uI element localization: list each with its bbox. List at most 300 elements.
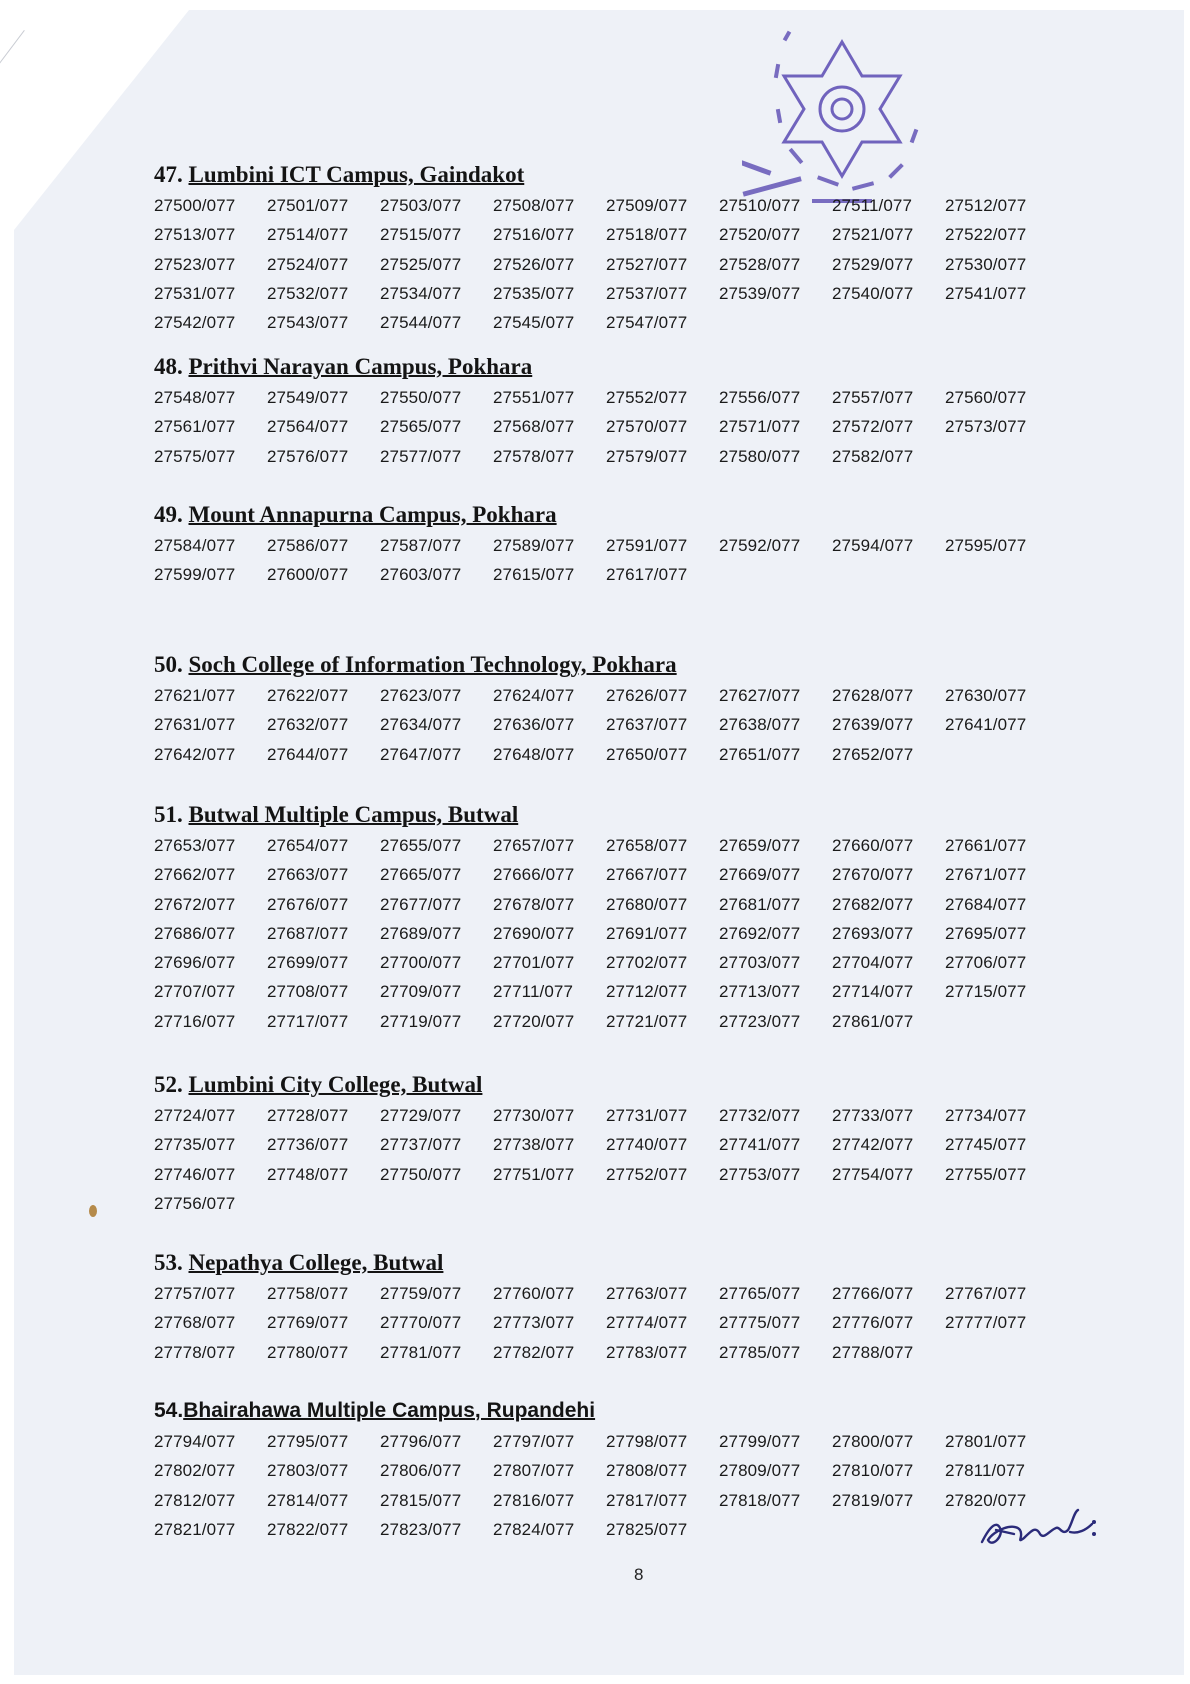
- roll-number: 27821/077: [154, 1519, 236, 1539]
- roll-number: 27667/077: [606, 865, 688, 885]
- roll-number: 27575/077: [154, 446, 236, 466]
- roll-number: 27549/077: [267, 388, 349, 407]
- roll-number: 27539/077: [719, 283, 801, 303]
- campus-section: [154, 352, 1058, 471]
- roll-number-row: [154, 1486, 1058, 1515]
- roll-number: 27592/077: [719, 536, 801, 555]
- roll-number: 27527/077: [606, 254, 688, 274]
- roll-number: 27767/077: [945, 1284, 1027, 1303]
- document-page: [14, 10, 1184, 1675]
- roll-number-row: [154, 919, 1058, 948]
- roll-number-row: [154, 383, 1058, 412]
- roll-number: 27723/077: [719, 1011, 801, 1031]
- roll-number-row: [154, 1338, 1058, 1367]
- roll-number-list: [154, 1101, 1058, 1218]
- roll-number: 27545/077: [493, 313, 575, 333]
- roll-number: 27511/077: [832, 196, 912, 215]
- roll-number: 27515/077: [380, 225, 462, 245]
- roll-number: 27516/077: [493, 225, 575, 245]
- roll-number: 27778/077: [154, 1342, 236, 1362]
- roll-number: 27503/077: [380, 196, 462, 215]
- roll-number: 27525/077: [380, 254, 462, 274]
- roll-number: 27617/077: [606, 565, 688, 585]
- roll-number-row: [154, 191, 1058, 220]
- roll-number: 27543/077: [267, 313, 349, 333]
- roll-number: 27599/077: [154, 565, 236, 585]
- section-number: 49.: [154, 502, 183, 527]
- roll-number: 27732/077: [719, 1106, 801, 1125]
- section-number: 54.: [154, 1399, 184, 1422]
- paper-speck: [89, 1205, 97, 1217]
- roll-number-list: [154, 1427, 1058, 1544]
- roll-number: 27798/077: [606, 1432, 688, 1451]
- roll-number: 27626/077: [606, 686, 688, 705]
- roll-number: 27742/077: [832, 1135, 914, 1155]
- roll-number: 27774/077: [606, 1313, 688, 1333]
- roll-number: 27733/077: [832, 1106, 914, 1125]
- roll-number: 27524/077: [267, 254, 349, 274]
- roll-number: 27825/077: [606, 1519, 688, 1539]
- roll-number: 27754/077: [832, 1164, 914, 1184]
- section-number: 48.: [154, 354, 183, 379]
- roll-number: 27808/077: [606, 1461, 688, 1481]
- roll-number: 27568/077: [493, 417, 575, 437]
- section-title: Lumbini City College, Butwal: [188, 1072, 483, 1097]
- roll-number-row: [154, 1456, 1058, 1485]
- roll-number: 27714/077: [832, 982, 914, 1002]
- section-number: 47.: [154, 162, 183, 187]
- roll-number: 27729/077: [380, 1106, 462, 1125]
- roll-number: 27780/077: [267, 1342, 349, 1362]
- campus-section: [154, 650, 1058, 769]
- roll-number: 27666/077: [493, 865, 575, 885]
- roll-number: 27500/077: [154, 196, 236, 215]
- roll-number: 27803/077: [267, 1461, 349, 1481]
- roll-number: 27578/077: [493, 446, 575, 466]
- roll-number: 27671/077: [945, 865, 1027, 885]
- section-title: Lumbini ICT Campus, Gaindakot: [188, 162, 525, 187]
- roll-number: 27509/077: [606, 196, 688, 215]
- roll-number: 27624/077: [493, 686, 575, 705]
- signature: [974, 1500, 1104, 1560]
- roll-number: 27817/077: [606, 1490, 688, 1510]
- roll-number: 27737/077: [380, 1135, 462, 1155]
- roll-number: 27670/077: [832, 865, 914, 885]
- roll-number: 27651/077: [719, 744, 801, 764]
- roll-number: 27647/077: [380, 744, 462, 764]
- roll-number: 27782/077: [493, 1342, 575, 1362]
- roll-number: 27720/077: [493, 1011, 575, 1031]
- roll-number: 27702/077: [606, 953, 688, 973]
- roll-number-row: [154, 710, 1058, 739]
- roll-number: 27701/077: [493, 953, 575, 973]
- roll-number: 27758/077: [267, 1284, 349, 1303]
- roll-number: 27712/077: [606, 982, 688, 1002]
- roll-number: 27547/077: [606, 313, 688, 333]
- roll-number-row: [154, 1279, 1058, 1308]
- roll-number: 27681/077: [719, 894, 801, 914]
- roll-number: 27570/077: [606, 417, 688, 437]
- roll-number: 27777/077: [945, 1313, 1027, 1333]
- roll-number: 27773/077: [493, 1313, 575, 1333]
- roll-number: 27621/077: [154, 686, 236, 705]
- roll-number-row: [154, 1101, 1058, 1130]
- roll-number: 27655/077: [380, 836, 462, 855]
- roll-number: 27531/077: [154, 283, 236, 303]
- roll-number: 27819/077: [832, 1490, 914, 1510]
- roll-number: 27589/077: [493, 536, 575, 555]
- roll-number-row: [154, 560, 1058, 589]
- campus-section: [154, 800, 1058, 1036]
- roll-number: 27706/077: [945, 953, 1027, 973]
- roll-number: 27699/077: [267, 953, 349, 973]
- roll-number: 27631/077: [154, 715, 236, 735]
- roll-number-row: [154, 890, 1058, 919]
- roll-number: 27815/077: [380, 1490, 462, 1510]
- roll-number-list: [154, 191, 1058, 337]
- roll-number: 27796/077: [380, 1432, 462, 1451]
- roll-number-row: [154, 977, 1058, 1006]
- roll-number-row: [154, 531, 1058, 560]
- roll-number: 27801/077: [945, 1432, 1027, 1451]
- roll-number: 27811/077: [945, 1461, 1025, 1481]
- roll-number: 27677/077: [380, 894, 462, 914]
- roll-number: 27707/077: [154, 982, 236, 1002]
- campus-section: [154, 500, 1058, 590]
- roll-number: 27669/077: [719, 865, 801, 885]
- roll-number-list: [154, 531, 1058, 590]
- roll-number: 27615/077: [493, 565, 575, 585]
- roll-number: 27520/077: [719, 225, 801, 245]
- roll-number: 27695/077: [945, 923, 1027, 943]
- roll-number: 27820/077: [945, 1490, 1027, 1510]
- roll-number-row: [154, 250, 1058, 279]
- roll-number: 27650/077: [606, 744, 688, 764]
- roll-number: 27719/077: [380, 1011, 462, 1031]
- section-title: Butwal Multiple Campus, Butwal: [188, 802, 519, 827]
- roll-number-row: [154, 831, 1058, 860]
- roll-number: 27632/077: [267, 715, 349, 735]
- roll-number: 27785/077: [719, 1342, 801, 1362]
- section-title: Soch College of Information Technology, Pokhara: [188, 652, 677, 677]
- roll-number: 27753/077: [719, 1164, 801, 1184]
- roll-number: 27521/077: [832, 225, 914, 245]
- roll-number: 27501/077: [267, 196, 349, 215]
- roll-number: 27565/077: [380, 417, 462, 437]
- roll-number: 27741/077: [719, 1135, 801, 1155]
- roll-number: 27564/077: [267, 417, 349, 437]
- roll-number: 27556/077: [719, 388, 801, 407]
- roll-number-row: [154, 860, 1058, 889]
- roll-number: 27797/077: [493, 1432, 575, 1451]
- roll-number: 27529/077: [832, 254, 914, 274]
- section-number: 52.: [154, 1072, 183, 1097]
- roll-number-row: [154, 681, 1058, 710]
- section-heading: [154, 352, 1058, 382]
- roll-number: 27740/077: [606, 1135, 688, 1155]
- roll-number: 27663/077: [267, 865, 349, 885]
- roll-number: 27795/077: [267, 1432, 349, 1451]
- roll-number: 27657/077: [493, 836, 575, 855]
- roll-number: 27665/077: [380, 865, 462, 885]
- roll-number: 27708/077: [267, 982, 349, 1002]
- roll-number: 27735/077: [154, 1135, 236, 1155]
- roll-number: 27637/077: [606, 715, 688, 735]
- page-number: 8: [634, 1565, 644, 1584]
- roll-number: 27518/077: [606, 225, 688, 245]
- roll-number: 27748/077: [267, 1164, 349, 1184]
- campus-section: [154, 160, 1058, 337]
- roll-number: 27572/077: [832, 417, 914, 437]
- roll-number: 27672/077: [154, 894, 236, 914]
- roll-number: 27770/077: [380, 1313, 462, 1333]
- roll-number: 27662/077: [154, 865, 236, 885]
- roll-number: 27861/077: [832, 1011, 914, 1031]
- roll-number: 27577/077: [380, 446, 462, 466]
- roll-number: 27532/077: [267, 283, 349, 303]
- roll-number: 27818/077: [719, 1490, 801, 1510]
- roll-number: 27540/077: [832, 283, 914, 303]
- roll-number: 27630/077: [945, 686, 1027, 705]
- section-heading: [154, 1070, 1058, 1100]
- roll-number: 27514/077: [267, 225, 349, 245]
- roll-number-row: [154, 1308, 1058, 1337]
- roll-number: 27809/077: [719, 1461, 801, 1481]
- roll-number: 27750/077: [380, 1164, 462, 1184]
- roll-number: 27768/077: [154, 1313, 236, 1333]
- roll-number: 27634/077: [380, 715, 462, 735]
- section-heading: [154, 160, 1058, 190]
- roll-number: 27678/077: [493, 894, 575, 914]
- roll-number: 27623/077: [380, 686, 462, 705]
- roll-number: 27642/077: [154, 744, 236, 764]
- roll-number: 27690/077: [493, 923, 575, 943]
- roll-number: 27760/077: [493, 1284, 575, 1303]
- roll-number: 27700/077: [380, 953, 462, 973]
- roll-number: 27776/077: [832, 1313, 914, 1333]
- roll-number: 27591/077: [606, 536, 688, 555]
- roll-number: 27522/077: [945, 225, 1027, 245]
- roll-number: 27696/077: [154, 953, 236, 973]
- roll-number-row: [154, 1007, 1058, 1036]
- roll-number: 27692/077: [719, 923, 801, 943]
- roll-number: 27584/077: [154, 536, 236, 555]
- roll-number: 27639/077: [832, 715, 914, 735]
- roll-number: 27728/077: [267, 1106, 349, 1125]
- roll-number: 27653/077: [154, 836, 236, 855]
- roll-number: 27810/077: [832, 1461, 914, 1481]
- roll-number: 27814/077: [267, 1490, 349, 1510]
- roll-number: 27731/077: [606, 1106, 688, 1125]
- roll-number: 27535/077: [493, 283, 575, 303]
- roll-number: 27746/077: [154, 1164, 236, 1184]
- roll-number: 27552/077: [606, 388, 688, 407]
- roll-number: 27603/077: [380, 565, 462, 585]
- roll-number: 27715/077: [945, 982, 1027, 1002]
- roll-number: 27586/077: [267, 536, 349, 555]
- campus-section: [154, 1248, 1058, 1367]
- roll-number: 27738/077: [493, 1135, 575, 1155]
- roll-number: 27600/077: [267, 565, 349, 585]
- roll-number: 27537/077: [606, 283, 688, 303]
- roll-number: 27730/077: [493, 1106, 575, 1125]
- roll-number: 27788/077: [832, 1342, 914, 1362]
- roll-number: 27648/077: [493, 744, 575, 764]
- roll-number: 27680/077: [606, 894, 688, 914]
- roll-number: 27523/077: [154, 254, 236, 274]
- roll-number: 27686/077: [154, 923, 236, 943]
- roll-number: 27638/077: [719, 715, 801, 735]
- roll-number: 27812/077: [154, 1490, 236, 1510]
- roll-number: 27816/077: [493, 1490, 575, 1510]
- roll-number-row: [154, 1130, 1058, 1159]
- section-heading: [154, 800, 1058, 830]
- roll-number: 27510/077: [719, 196, 801, 215]
- roll-number: 27579/077: [606, 446, 688, 466]
- roll-number-list: [154, 1279, 1058, 1367]
- roll-number: 27769/077: [267, 1313, 349, 1333]
- roll-number: 27752/077: [606, 1164, 688, 1184]
- roll-number: 27822/077: [267, 1519, 349, 1539]
- roll-number: 27704/077: [832, 953, 914, 973]
- roll-number: 27687/077: [267, 923, 349, 943]
- roll-number: 27765/077: [719, 1284, 801, 1303]
- roll-number: 27644/077: [267, 744, 349, 764]
- roll-number: 27799/077: [719, 1432, 801, 1451]
- roll-number: 27823/077: [380, 1519, 462, 1539]
- roll-number: 27757/077: [154, 1284, 236, 1303]
- roll-number-list: [154, 681, 1058, 769]
- roll-number: 27576/077: [267, 446, 349, 466]
- roll-number: 27763/077: [606, 1284, 688, 1303]
- roll-number: 27755/077: [945, 1164, 1027, 1184]
- section-number: 50.: [154, 652, 183, 677]
- roll-number-list: [154, 383, 1058, 471]
- roll-number: 27766/077: [832, 1284, 914, 1303]
- roll-number: 27513/077: [154, 225, 236, 245]
- section-title: Bhairahawa Multiple Campus, Rupandehi: [183, 1399, 596, 1422]
- roll-number-row: [154, 948, 1058, 977]
- roll-number-row: [154, 1427, 1058, 1456]
- roll-number: 27571/077: [719, 417, 801, 437]
- roll-number: 27806/077: [380, 1461, 462, 1481]
- roll-number-row: [154, 412, 1058, 441]
- roll-number: 27627/077: [719, 686, 801, 705]
- roll-number: 27508/077: [493, 196, 575, 215]
- roll-number: 27582/077: [832, 446, 914, 466]
- roll-number: 27736/077: [267, 1135, 349, 1155]
- roll-number: 27807/077: [493, 1461, 575, 1481]
- roll-number-row: [154, 279, 1058, 308]
- roll-number: 27724/077: [154, 1106, 236, 1125]
- roll-number-row: [154, 220, 1058, 249]
- section-heading: [154, 500, 1058, 530]
- roll-number: 27745/077: [945, 1135, 1027, 1155]
- section-number: 53.: [154, 1250, 183, 1275]
- roll-number: 27783/077: [606, 1342, 688, 1362]
- roll-number: 27594/077: [832, 536, 914, 555]
- section-heading: [154, 1396, 1058, 1426]
- roll-number: 27587/077: [380, 536, 462, 555]
- roll-number: 27676/077: [267, 894, 349, 914]
- roll-number: 27550/077: [380, 388, 462, 407]
- roll-number: 27794/077: [154, 1432, 236, 1451]
- roll-number: 27689/077: [380, 923, 462, 943]
- section-number: 51.: [154, 802, 183, 827]
- roll-number: 27530/077: [945, 254, 1027, 274]
- roll-number: 27544/077: [380, 313, 462, 333]
- roll-number: 27802/077: [154, 1461, 236, 1481]
- roll-number: 27636/077: [493, 715, 575, 735]
- roll-number: 27654/077: [267, 836, 349, 855]
- roll-number: 27717/077: [267, 1011, 349, 1031]
- roll-number: 27560/077: [945, 388, 1027, 407]
- roll-number: 27661/077: [945, 836, 1027, 855]
- roll-number-row: [154, 740, 1058, 769]
- section-heading: [154, 650, 1058, 680]
- roll-number: 27703/077: [719, 953, 801, 973]
- campus-section: [154, 1070, 1058, 1218]
- roll-number: 27526/077: [493, 254, 575, 274]
- roll-number: 27759/077: [380, 1284, 462, 1303]
- roll-number: 27557/077: [832, 388, 914, 407]
- roll-number-row: [154, 308, 1058, 337]
- roll-number: 27512/077: [945, 196, 1027, 215]
- roll-number: 27684/077: [945, 894, 1027, 914]
- roll-number: 27528/077: [719, 254, 801, 274]
- roll-number-row: [154, 1189, 1058, 1218]
- roll-number: 27548/077: [154, 388, 236, 407]
- section-title: Nepathya College, Butwal: [188, 1250, 444, 1275]
- section-title: Mount Annapurna Campus, Pokhara: [188, 502, 557, 527]
- roll-number-row: [154, 1160, 1058, 1189]
- campus-section: [154, 1396, 1058, 1544]
- roll-number: 27628/077: [832, 686, 914, 705]
- roll-number: 27541/077: [945, 283, 1027, 303]
- roll-number: 27800/077: [832, 1432, 914, 1451]
- roll-number-row: [154, 1515, 1058, 1544]
- roll-number: 27691/077: [606, 923, 688, 943]
- roll-number: 27711/077: [493, 982, 573, 1002]
- section-heading: [154, 1248, 1058, 1278]
- roll-number: 27660/077: [832, 836, 914, 855]
- roll-number-row: [154, 442, 1058, 471]
- roll-number: 27713/077: [719, 982, 801, 1002]
- roll-number: 27716/077: [154, 1011, 236, 1031]
- section-title: Prithvi Narayan Campus, Pokhara: [188, 354, 533, 379]
- roll-number: 27551/077: [493, 388, 575, 407]
- roll-number: 27641/077: [945, 715, 1027, 735]
- roll-number: 27824/077: [493, 1519, 575, 1539]
- roll-number: 27734/077: [945, 1106, 1027, 1125]
- roll-number-list: [154, 831, 1058, 1036]
- roll-number: 27652/077: [832, 744, 914, 764]
- roll-number: 27561/077: [154, 417, 236, 437]
- roll-number: 27756/077: [154, 1193, 236, 1213]
- roll-number: 27751/077: [493, 1164, 575, 1184]
- roll-number: 27580/077: [719, 446, 801, 466]
- roll-number: 27622/077: [267, 686, 349, 705]
- roll-number: 27573/077: [945, 417, 1027, 437]
- roll-number: 27682/077: [832, 894, 914, 914]
- roll-number: 27658/077: [606, 836, 688, 855]
- roll-number: 27659/077: [719, 836, 801, 855]
- roll-number: 27595/077: [945, 536, 1027, 555]
- roll-number: 27542/077: [154, 313, 236, 333]
- roll-number: 27709/077: [380, 982, 462, 1002]
- roll-number: 27721/077: [606, 1011, 688, 1031]
- roll-number: 27534/077: [380, 283, 462, 303]
